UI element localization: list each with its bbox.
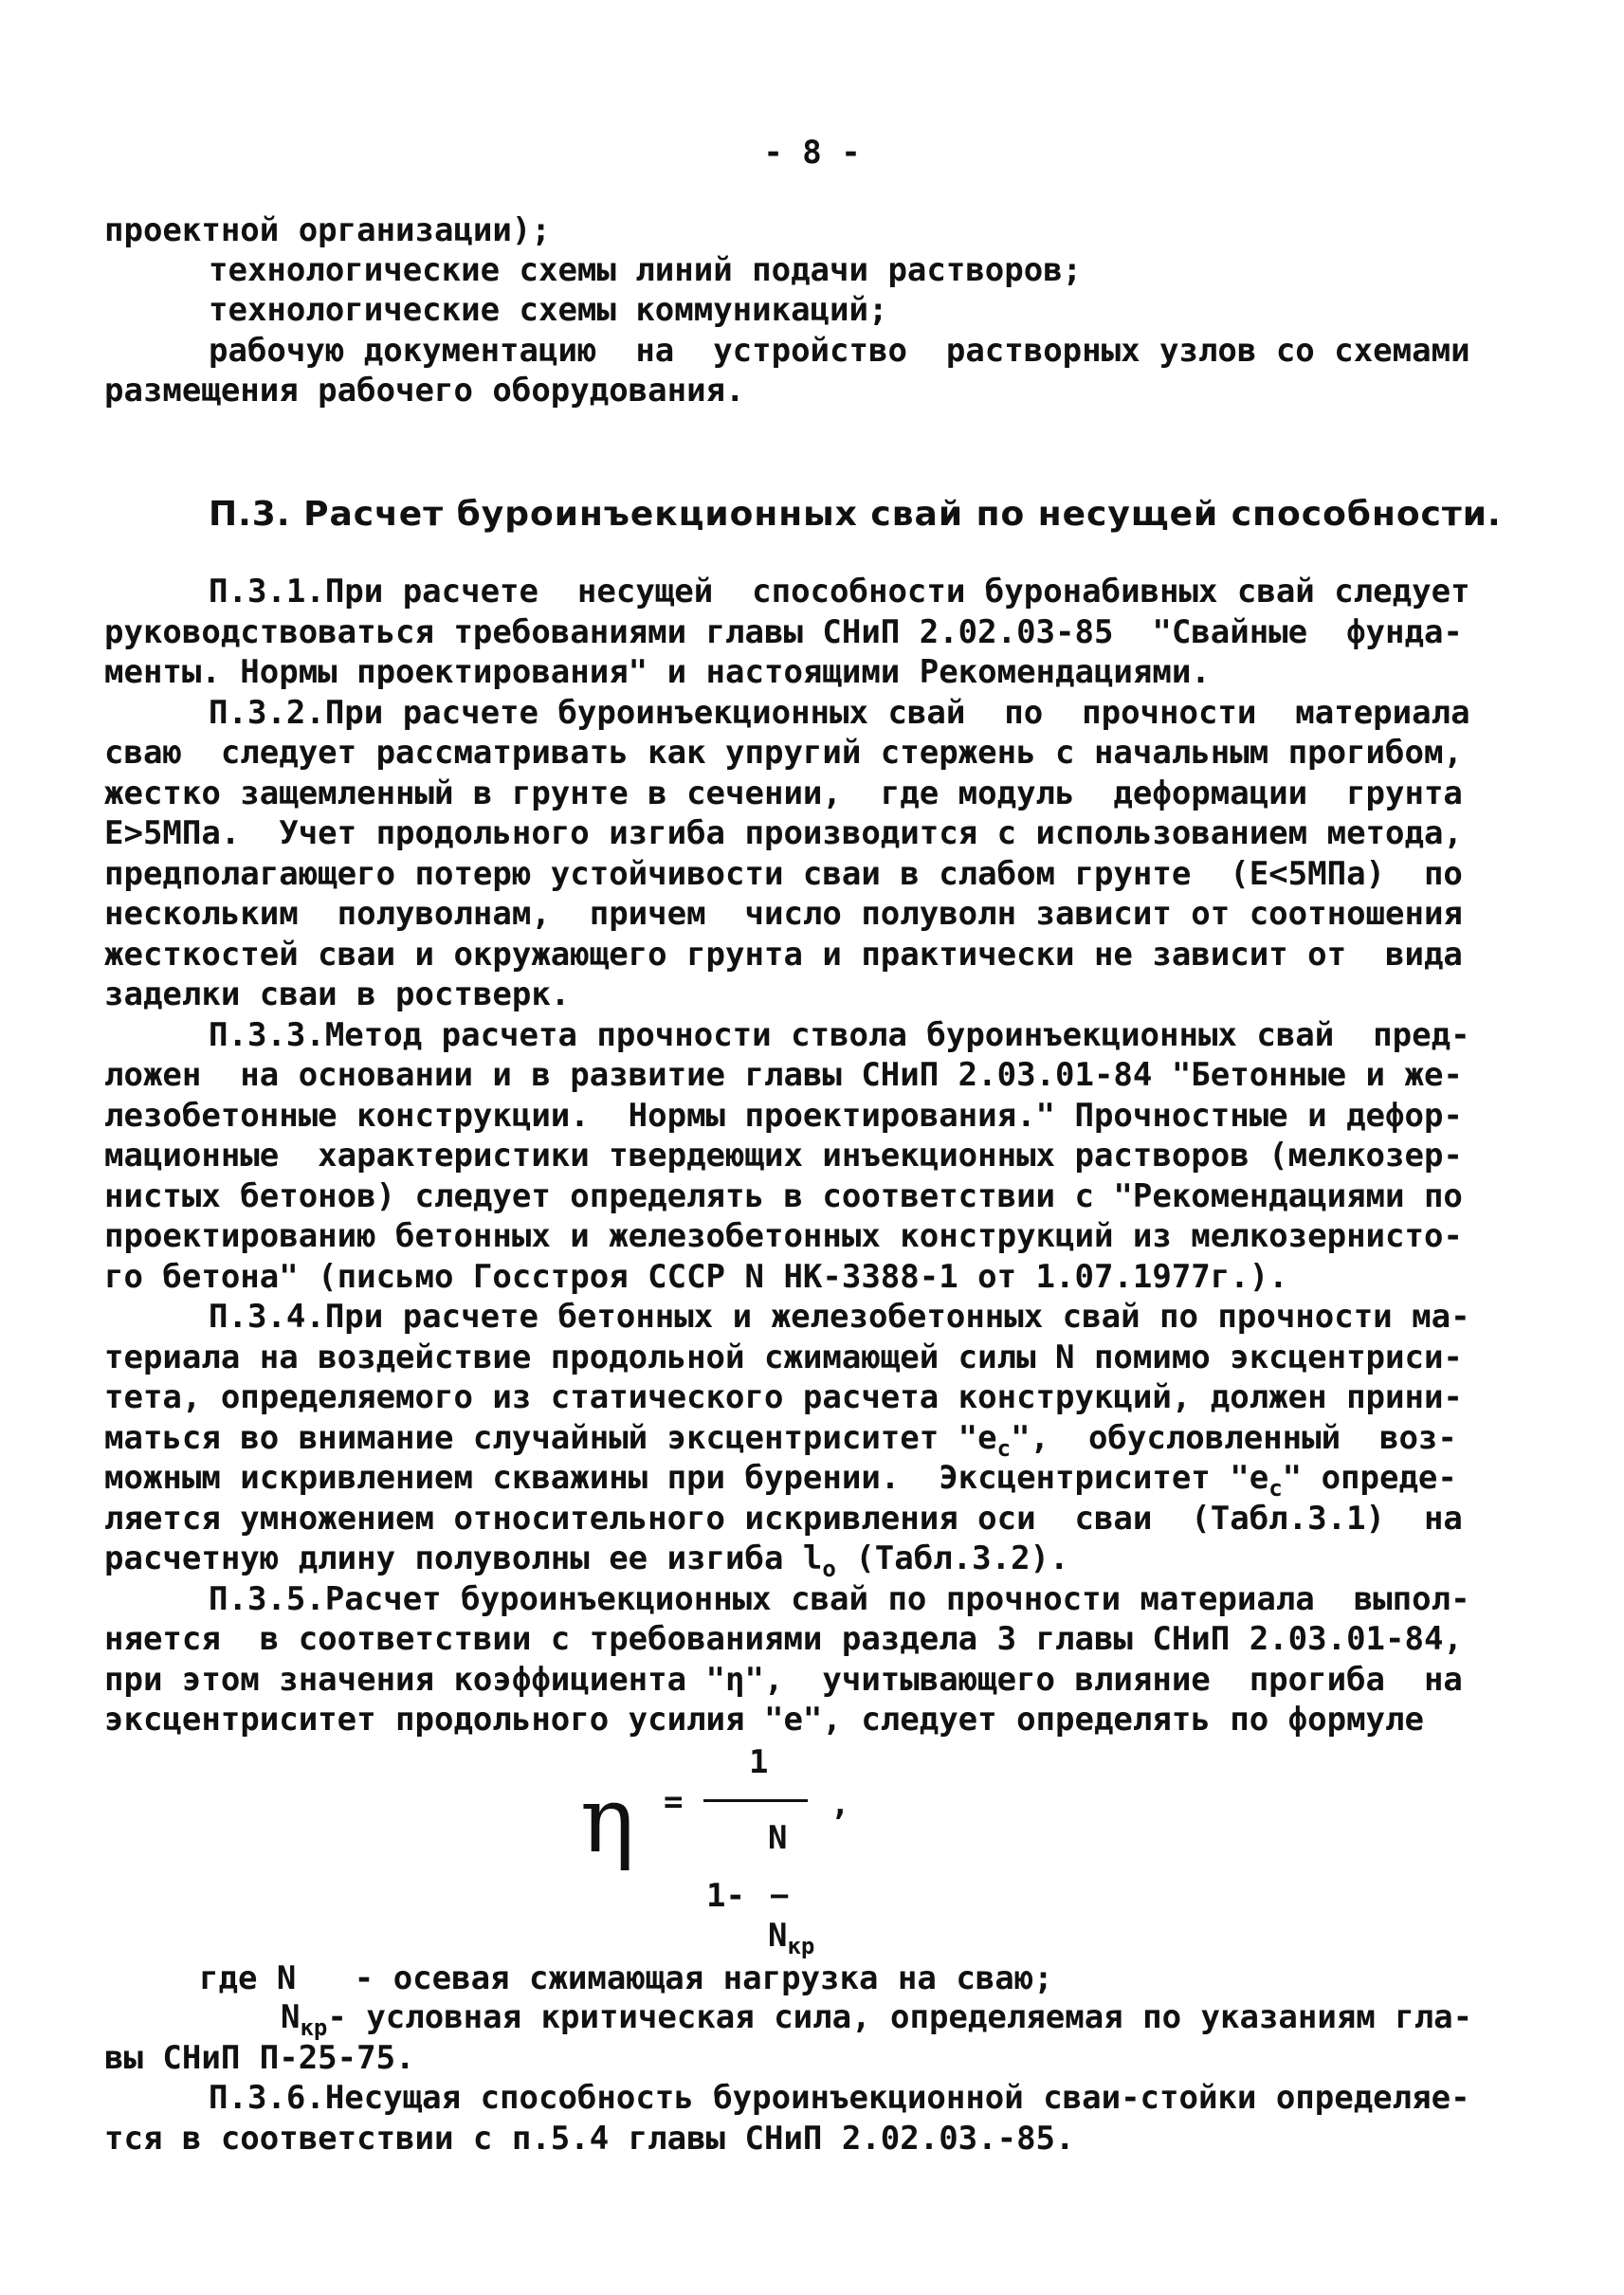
subscript: c	[1268, 1475, 1283, 1502]
text-line: ложен на основании и в развитие главы СНиП 2.03.01-84 "Бетонные и же-	[104, 1056, 1463, 1094]
text-line: рабочую документацию на устройство растворных узлов со схемами	[209, 332, 1470, 370]
text-line: Е>5МПа. Учет продольного изгиба производится с использованием метода,	[104, 814, 1463, 852]
section-title: П.3. Расчет буроинъекционных свай по несущей способности.	[209, 495, 1502, 534]
text-line: вы СНиП П-25-75.	[104, 2039, 415, 2077]
text-line: предполагающего потерю устойчивости сваи в слабом грунте (Е<5МПа) по	[104, 855, 1463, 893]
text-segment: - условная критическая сила, определяемая по указаниям гла-	[327, 1998, 1473, 2036]
text-line: П.3.2.При расчете буроинъекционных свай по прочности материала	[209, 694, 1470, 732]
text-line: при этом значения коэффициента "η", учитывающего влияние прогиба на	[104, 1661, 1463, 1699]
text-line: нистых бетонов) следует определять в соответствии с "Рекомендациями по	[104, 1177, 1463, 1215]
text-line: няется в соответствии с требованиями раздела 3 главы СНиП 2.03.01-84,	[104, 1620, 1463, 1658]
text-line: П.3.3.Метод расчета прочности ствола буроинъекционных свай пред-	[209, 1016, 1470, 1054]
page-number: - 8 -	[763, 134, 861, 172]
text-line: технологические схемы линий подачи растворов;	[209, 251, 1083, 289]
text-line: П.3.4.При расчете бетонных и железобетонных свай по прочности ма-	[209, 1298, 1470, 1336]
text-line: П.3.6.Несущая способность буроинъекционной сваи-стойки определяе-	[209, 2079, 1470, 2117]
text-line: руководствоваться требованиями главы СНиП 2.02.03-85 "Свайные фунда-	[104, 613, 1463, 651]
subscript: c	[996, 1435, 1012, 1462]
text-line: проектной организации);	[104, 211, 551, 249]
subscript: o	[822, 1556, 836, 1582]
formula-numerator: 1	[749, 1743, 769, 1781]
text-segment: расчетную длину полуволны ее изгиба l	[104, 1539, 823, 1577]
text-segment: ", обусловленный воз-	[1011, 1419, 1457, 1457]
text-line: П.3.1.При расчете несущей способности буронабивных свай следует	[209, 573, 1470, 610]
text-segment: N	[281, 1998, 301, 2036]
text-line: размещения рабочего оборудования.	[104, 372, 745, 410]
text-line: лезобетонные конструкции. Нормы проектирования." Прочностные и дефор-	[104, 1097, 1463, 1135]
text-line: проектированию бетонных и железобетонных конструкций из мелкозернисто-	[104, 1217, 1463, 1255]
text-line: го бетона" (письмо Госстроя СССР N НК-3388-1 от 1.07.1977г.).	[104, 1258, 1288, 1296]
text-line: сваю следует рассматривать как упругий стержень с начальным прогибом,	[104, 734, 1463, 772]
text-line: териала на воздействие продольной сжимающей силы N помимо эксцентриси-	[104, 1339, 1463, 1376]
text-line: тета, определяемого из статического расчета конструкций, должен прини-	[104, 1378, 1463, 1416]
subscript: кр	[787, 1933, 815, 1959]
text-line: менты. Нормы проектирования" и настоящими Рекомендациями.	[104, 653, 1211, 691]
text-line: нескольким полуволнам, причем число полуволн зависит от соотношения	[104, 895, 1463, 933]
text-line: где N - осевая сжимающая нагрузка на сваю;	[199, 1959, 1053, 1997]
formula-eta-symbol: η	[580, 1767, 635, 1873]
formula-comma: ,	[830, 1785, 850, 1823]
text-line: ляется умножением относительного искривления оси сваи (Табл.3.1) на	[104, 1500, 1463, 1538]
formula-inner-numerator: N	[768, 1819, 788, 1857]
formula-equals: =	[664, 1783, 684, 1821]
text-segment: " опреде-	[1282, 1459, 1457, 1497]
formula-one-minus: 1-	[706, 1877, 745, 1915]
text-segment: маться во внимание случайный эксцентриситет "e	[104, 1419, 997, 1457]
subscript: кр	[300, 2014, 328, 2041]
text-line: технологические схемы коммуникаций;	[209, 291, 888, 329]
text-line: заделки сваи в ростверк.	[104, 975, 571, 1013]
text-line: жесткостей сваи и окружающего грунта и практически не зависит от вида	[104, 936, 1463, 974]
text-line: тся в соответствии с п.5.4 главы СНиП 2.02.03.-85.	[104, 2120, 1075, 2158]
text-segment: (Табл.3.2).	[835, 1539, 1069, 1577]
text-line: мационные характеристики твердеющих инъекционных растворов (мелкозер-	[104, 1137, 1463, 1175]
text-line: эксцентриситет продольного усилия "e", следует определять по формуле	[104, 1701, 1424, 1739]
text-segment: можным искривлением скважины при бурении. Эксцентриситет "e	[104, 1459, 1269, 1497]
text-line: жестко защемленный в грунте в сечении, где модуль деформации грунта	[104, 774, 1463, 812]
text-line	[281, 1997, 1472, 2048]
formula-inner-bar: −	[770, 1877, 790, 1915]
text-line: П.3.5.Расчет буроинъекционных свай по прочности материала выпол-	[209, 1580, 1470, 1618]
text-segment: N	[768, 1917, 788, 1955]
fraction-bar	[703, 1799, 808, 1802]
